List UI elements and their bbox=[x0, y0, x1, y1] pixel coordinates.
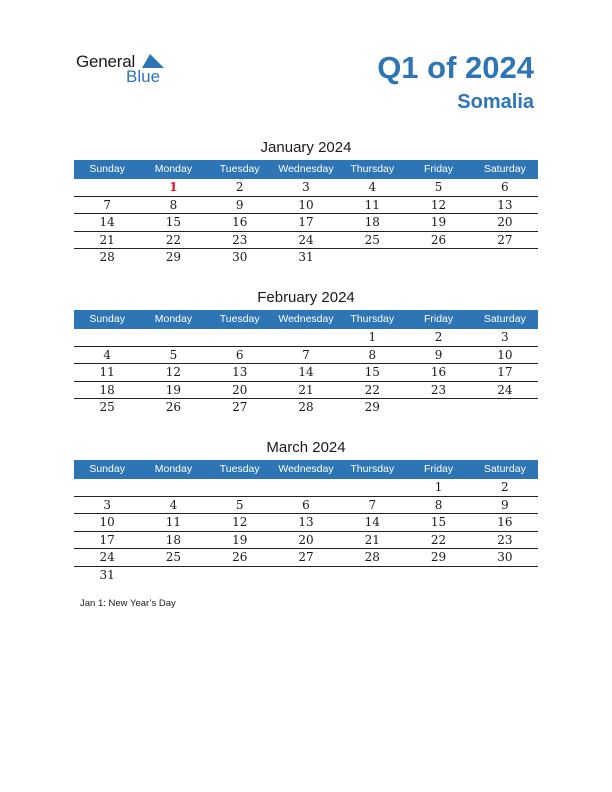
day-cell: 19 bbox=[232, 532, 248, 547]
week-row bbox=[74, 479, 538, 497]
day-cell: 8 bbox=[169, 197, 178, 212]
day-cell: 14 bbox=[364, 515, 380, 529]
month-title: January 2024 bbox=[260, 139, 352, 156]
month-title: February 2024 bbox=[257, 289, 355, 306]
day-cell bbox=[339, 479, 405, 496]
week-row bbox=[74, 399, 538, 416]
day-cell bbox=[273, 479, 339, 496]
weekday-label: Tuesday bbox=[219, 163, 260, 175]
week-row bbox=[74, 532, 538, 550]
day-cell: 16 bbox=[430, 365, 447, 379]
weekday-label: Monday bbox=[154, 463, 193, 475]
day-cell bbox=[207, 329, 273, 346]
day-cell: 9 bbox=[501, 497, 509, 512]
day-cell: 22 bbox=[430, 532, 447, 547]
day-cell: 5 bbox=[434, 180, 443, 194]
day-cell: 12 bbox=[232, 515, 248, 529]
day-cell: 26 bbox=[165, 400, 182, 414]
weekday-label: Wednesday bbox=[278, 313, 334, 325]
day-cell bbox=[472, 249, 538, 266]
day-cell bbox=[140, 567, 206, 584]
week-row bbox=[74, 197, 538, 215]
weekday-label: Tuesday bbox=[219, 313, 260, 325]
day-cell bbox=[74, 179, 140, 196]
week-row bbox=[74, 514, 538, 532]
day-cell bbox=[339, 567, 405, 584]
day-cell: 19 bbox=[165, 382, 182, 397]
weekday-label: Sunday bbox=[89, 163, 125, 175]
day-cell: 25 bbox=[165, 550, 182, 564]
weekday-label: Thursday bbox=[350, 313, 395, 325]
day-cell: 3 bbox=[302, 180, 310, 194]
weekday-label: Monday bbox=[154, 163, 193, 175]
weekday-label: Tuesday bbox=[219, 463, 260, 475]
weekday-label: Sunday bbox=[89, 463, 125, 475]
day-cell: 21 bbox=[298, 382, 314, 397]
month-title: March 2024 bbox=[266, 439, 346, 456]
weekday-label: Friday bbox=[423, 313, 454, 325]
weekday-label: Monday bbox=[154, 313, 193, 325]
day-cell: 1 bbox=[368, 330, 377, 344]
weekday-label: Wednesday bbox=[278, 163, 334, 175]
day-cell: 31 bbox=[99, 567, 115, 582]
day-cell: 25 bbox=[364, 232, 380, 247]
weekday-label: Thursday bbox=[350, 163, 395, 175]
day-cell bbox=[207, 479, 273, 496]
weekday-label: Saturday bbox=[483, 463, 526, 475]
day-cell: 28 bbox=[298, 400, 314, 414]
day-cell: 10 bbox=[99, 515, 115, 529]
day-cell: 10 bbox=[497, 347, 513, 362]
week-row bbox=[74, 497, 538, 515]
week-row bbox=[74, 364, 538, 382]
day-cell: 12 bbox=[430, 197, 447, 212]
day-cell: 30 bbox=[232, 250, 248, 264]
day-cell bbox=[273, 567, 339, 584]
day-cell: 19 bbox=[430, 215, 447, 229]
day-cell: 26 bbox=[430, 232, 447, 247]
day-cell: 14 bbox=[298, 365, 314, 379]
weekday-header bbox=[74, 160, 538, 179]
day-cell: 18 bbox=[99, 382, 115, 397]
day-cell: 8 bbox=[368, 347, 377, 362]
day-cell: 17 bbox=[497, 365, 513, 379]
day-cell: 15 bbox=[364, 365, 380, 379]
week-row bbox=[74, 567, 538, 584]
weekday-label: Saturday bbox=[483, 163, 526, 175]
day-cell: 7 bbox=[103, 197, 111, 212]
day-cell: 14 bbox=[99, 215, 115, 229]
day-cell bbox=[405, 249, 471, 266]
day-cell: 15 bbox=[430, 515, 447, 529]
weekday-label: Wednesday bbox=[278, 463, 334, 475]
day-cell: 5 bbox=[169, 347, 178, 362]
day-cell: 11 bbox=[165, 515, 182, 529]
week-grid bbox=[74, 329, 538, 416]
day-cell: 27 bbox=[232, 400, 248, 414]
holiday-note: Jan 1: New Year’s Day bbox=[80, 598, 176, 609]
month-february bbox=[74, 287, 538, 416]
day-cell: 24 bbox=[497, 382, 513, 397]
day-cell bbox=[74, 479, 140, 496]
day-cell: 2 bbox=[235, 180, 244, 194]
day-cell bbox=[339, 249, 405, 266]
day-cell: 24 bbox=[298, 232, 314, 247]
day-cell: 18 bbox=[364, 215, 380, 229]
day-cell: 11 bbox=[364, 197, 380, 212]
day-cell: 15 bbox=[165, 215, 182, 229]
weekday-label: Sunday bbox=[89, 313, 125, 325]
day-cell bbox=[207, 567, 273, 584]
day-cell bbox=[472, 399, 538, 416]
week-row bbox=[74, 249, 538, 266]
day-cell: 26 bbox=[232, 550, 248, 564]
week-row bbox=[74, 232, 538, 250]
day-cell: 17 bbox=[99, 532, 115, 547]
day-cell: 30 bbox=[497, 550, 513, 564]
day-cell: 29 bbox=[165, 250, 182, 264]
day-cell: 7 bbox=[368, 497, 377, 512]
day-cell: 13 bbox=[298, 515, 314, 529]
day-cell: 5 bbox=[235, 497, 244, 512]
day-cell: 4 bbox=[368, 180, 377, 194]
day-cell: 31 bbox=[298, 250, 314, 264]
day-cell: 7 bbox=[302, 347, 310, 362]
week-grid bbox=[74, 479, 538, 583]
day-cell bbox=[140, 479, 206, 496]
week-row bbox=[74, 329, 538, 347]
day-cell: 2 bbox=[434, 330, 443, 344]
day-cell: 23 bbox=[232, 232, 248, 247]
day-cell bbox=[273, 329, 339, 346]
month-january bbox=[74, 137, 538, 266]
month-march bbox=[74, 437, 538, 583]
day-cell: 17 bbox=[298, 215, 314, 229]
week-row bbox=[74, 382, 538, 400]
day-cell: 9 bbox=[235, 197, 244, 212]
weekday-label: Friday bbox=[423, 463, 454, 475]
day-cell: 20 bbox=[497, 215, 513, 229]
day-cell bbox=[140, 329, 206, 346]
day-cell: 11 bbox=[99, 365, 115, 379]
day-cell: 13 bbox=[232, 365, 248, 379]
day-cell: 6 bbox=[302, 497, 310, 512]
day-cell: 18 bbox=[165, 532, 182, 547]
day-cell: 22 bbox=[165, 232, 182, 247]
weekday-label: Saturday bbox=[483, 313, 526, 325]
weekday-header bbox=[74, 310, 538, 329]
weekday-label: Friday bbox=[423, 163, 454, 175]
day-cell: 1 bbox=[169, 180, 178, 194]
day-cell: 22 bbox=[364, 382, 380, 397]
week-row bbox=[74, 214, 538, 232]
day-cell: 10 bbox=[298, 197, 314, 212]
day-cell: 24 bbox=[99, 550, 115, 564]
day-cell: 4 bbox=[103, 347, 111, 362]
day-cell: 28 bbox=[364, 550, 380, 564]
day-cell bbox=[405, 399, 471, 416]
day-cell: 21 bbox=[99, 232, 115, 247]
day-cell: 23 bbox=[497, 532, 513, 547]
day-cell: 27 bbox=[298, 550, 314, 564]
day-cell: 29 bbox=[364, 400, 380, 414]
day-cell: 20 bbox=[232, 382, 248, 397]
logo-word-blue: Blue bbox=[126, 67, 161, 86]
day-cell: 8 bbox=[434, 497, 443, 512]
day-cell: 1 bbox=[434, 480, 443, 494]
logo-word-general: General bbox=[76, 52, 136, 71]
weekday-header bbox=[74, 460, 538, 479]
day-cell: 6 bbox=[235, 347, 244, 362]
logo-triangle-icon bbox=[142, 54, 164, 68]
generalblue-logo bbox=[76, 52, 186, 92]
day-cell: 20 bbox=[298, 532, 314, 547]
quarter-title: Q1 of 2024 bbox=[377, 50, 534, 85]
day-cell: 9 bbox=[434, 347, 443, 362]
day-cell: 13 bbox=[497, 197, 513, 212]
week-row bbox=[74, 347, 538, 365]
day-cell: 6 bbox=[501, 180, 509, 194]
day-cell bbox=[405, 567, 471, 584]
week-grid bbox=[74, 179, 538, 266]
day-cell: 23 bbox=[430, 382, 447, 397]
day-cell: 27 bbox=[497, 232, 513, 247]
weekday-label: Thursday bbox=[350, 463, 395, 475]
day-cell: 3 bbox=[501, 330, 509, 344]
day-cell: 4 bbox=[169, 497, 178, 512]
day-cell: 21 bbox=[364, 532, 380, 547]
day-cell bbox=[74, 329, 140, 346]
day-cell: 29 bbox=[430, 550, 447, 564]
day-cell: 28 bbox=[99, 250, 115, 264]
country-name: Somalia bbox=[457, 91, 534, 113]
day-cell bbox=[472, 567, 538, 584]
week-row bbox=[74, 179, 538, 197]
day-cell: 16 bbox=[497, 515, 513, 529]
day-cell: 3 bbox=[103, 497, 111, 512]
day-cell: 25 bbox=[99, 400, 115, 414]
day-cell: 16 bbox=[232, 215, 248, 229]
day-cell: 12 bbox=[165, 365, 182, 379]
day-cell: 2 bbox=[501, 480, 509, 494]
week-row bbox=[74, 549, 538, 567]
